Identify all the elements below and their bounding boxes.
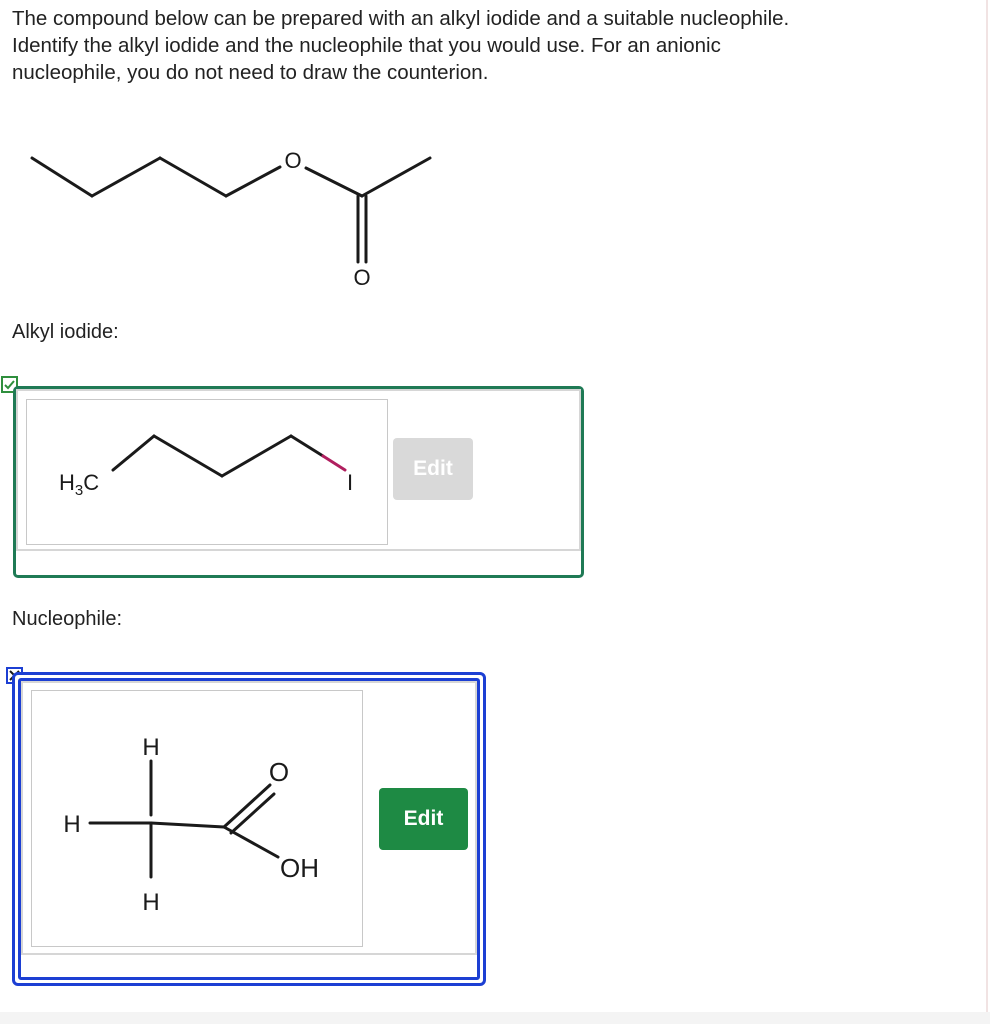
nucleophile-edit-button[interactable]: Edit [379,788,468,850]
nucleophile-structure [32,691,362,946]
hydroxyl-label: OH [280,853,319,883]
page-bottom-band [0,1012,990,1024]
alkyl-iodide-structure [27,400,387,544]
carbonyl-oxygen-label: O [353,265,371,290]
double-bond [224,785,270,827]
bond [226,167,280,196]
bond [92,158,160,196]
nucleophile-label: Nucleophile: [12,608,123,630]
alkyl-iodide-edit-button[interactable]: Edit [393,438,473,500]
methyl-h: H [59,470,75,495]
target-compound-structure [0,120,480,320]
bond [362,158,430,196]
nucleophile-answer-panel [12,672,486,986]
question-line: Identify the alkyl iodide and the nucleophile that you would use. For an anionic [12,34,721,57]
iodine-label: I [347,470,354,495]
ester-oxygen-label: O [284,148,302,173]
bond [160,158,226,196]
hydrogen-left-label: H [63,811,81,838]
bond [224,827,278,857]
alkyl-iodide-label: Alkyl iodide: [12,321,119,343]
alkyl-iodide-drawing-area[interactable] [26,399,388,545]
page-edge-rule [986,0,988,1024]
question-line: nucleophile, you do not need to draw the counterion. [12,61,489,84]
nucleophile-drawing-area[interactable] [31,690,363,947]
question-line: The compound below can be prepared with an alkyl iodide and a suitable nucleophile. [12,7,790,30]
bond [222,436,291,476]
bond [32,158,92,196]
bond [291,436,323,456]
bond [154,436,222,476]
methyl-subscript: 3 [74,482,84,499]
carbonyl-oxygen-label: O [268,757,290,787]
bond [151,823,224,827]
hydrogen-top-label: H [142,734,160,761]
methyl-c: C [83,470,100,495]
carbon-iodine-bond [323,456,345,470]
alkyl-iodide-answer-panel [13,386,584,578]
bond [306,168,362,196]
bond [113,436,154,470]
question-text [12,5,972,86]
hydrogen-bottom-label: H [142,889,160,916]
methyl-group-label [59,470,99,499]
